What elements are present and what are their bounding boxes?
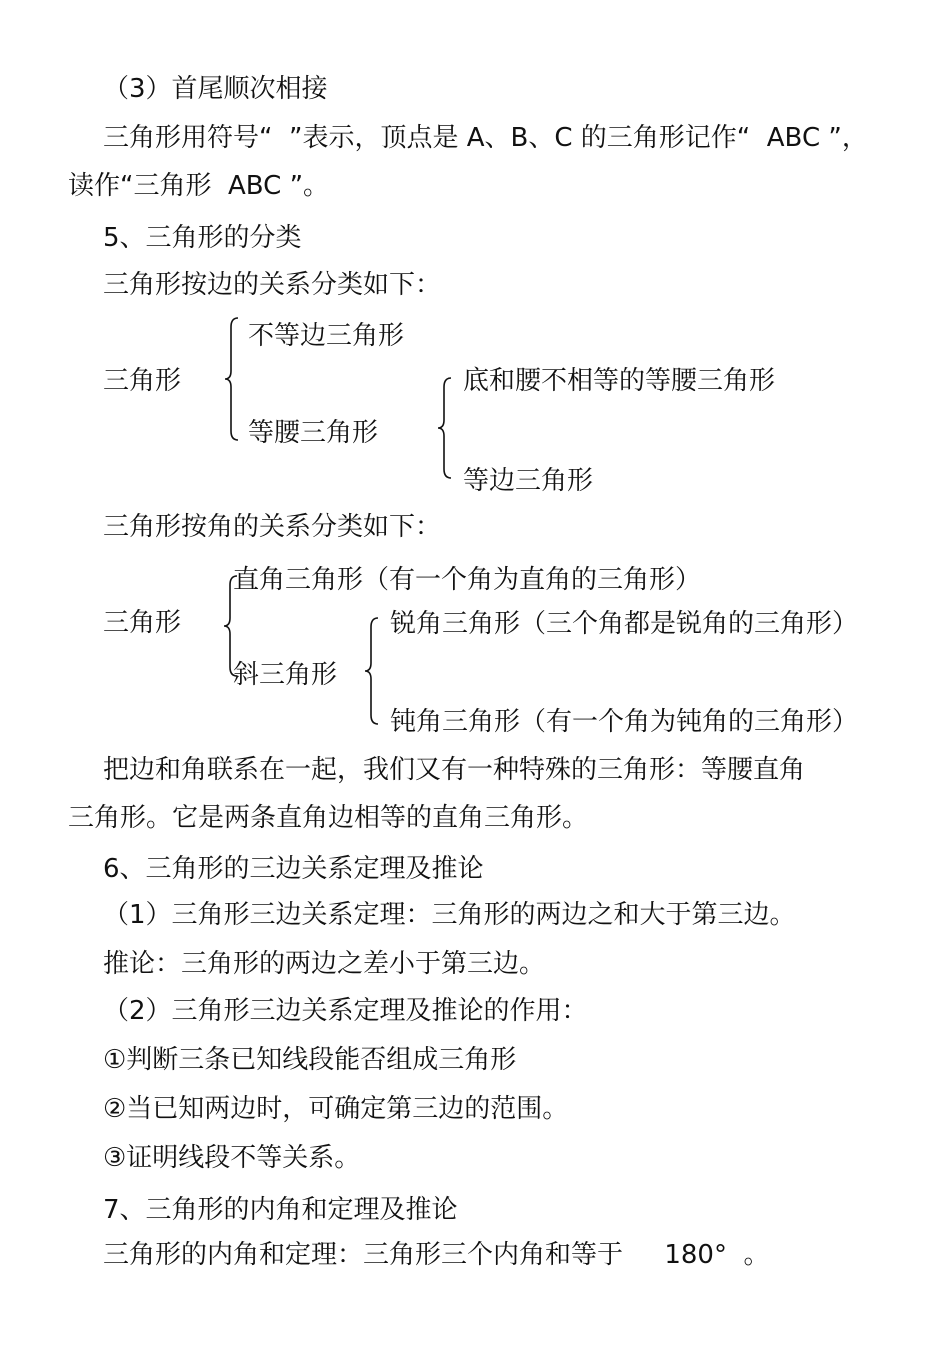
triangle-inequality-theorem: （1）三角形三边关系定理：三角形的两边之和大于第三边。 bbox=[103, 900, 796, 930]
theorem-uses-heading: （2）三角形三边关系定理及推论的作用： bbox=[103, 996, 588, 1026]
angle-sum-theorem: 三角形的内角和定理：三角形三个内角和等于 180° 。 bbox=[103, 1240, 770, 1270]
obtuse-triangle-label: 钝角三角形（有一个角为钝角的三角形） bbox=[390, 707, 859, 737]
by-side-intro: 三角形按边的关系分类如下： bbox=[103, 270, 442, 300]
side-brace-level-2 bbox=[435, 375, 455, 481]
angle-brace-level-2 bbox=[362, 615, 382, 727]
notation-paragraph-line-1: 三角形用符号“ ”表示，顶点是 A、B、C 的三角形记作“ ABC ”， bbox=[103, 123, 868, 153]
oblique-triangle-label: 斜三角形 bbox=[233, 660, 338, 690]
angle-tree-root: 三角形 bbox=[103, 608, 182, 638]
section-7-heading: 7、三角形的内角和定理及推论 bbox=[103, 1195, 458, 1225]
isosceles-right-paragraph-line-1: 把边和角联系在一起，我们又有一种特殊的三角形：等腰直角 bbox=[103, 755, 806, 785]
isosceles-right-paragraph-line-2: 三角形。它是两条直角边相等的直角三角形。 bbox=[68, 803, 589, 833]
scalene-triangle-label: 不等边三角形 bbox=[248, 321, 405, 351]
isosceles-triangle-label: 等腰三角形 bbox=[248, 418, 379, 448]
side-brace-level-1 bbox=[222, 315, 242, 443]
by-angle-intro: 三角形按角的关系分类如下： bbox=[103, 512, 442, 542]
notation-paragraph-line-2: 读作“三角形 ABC ”。 bbox=[68, 171, 330, 201]
use-item-3: ③证明线段不等关系。 bbox=[103, 1143, 361, 1173]
equilateral-triangle-label: 等边三角形 bbox=[463, 466, 594, 496]
item-3-head-to-tail: （3）首尾顺次相接 bbox=[103, 74, 328, 104]
use-item-1: ①判断三条已知线段能否组成三角形 bbox=[103, 1045, 517, 1075]
section-5-heading: 5、三角形的分类 bbox=[103, 223, 302, 253]
triangle-inequality-corollary: 推论：三角形的两边之差小于第三边。 bbox=[103, 949, 546, 979]
side-tree-root: 三角形 bbox=[103, 366, 182, 396]
use-item-2: ②当已知两边时，可确定第三边的范围。 bbox=[103, 1094, 569, 1124]
right-triangle-label: 直角三角形（有一个角为直角的三角形） bbox=[233, 565, 702, 595]
non-equilateral-isosceles-label: 底和腰不相等的等腰三角形 bbox=[463, 366, 776, 396]
acute-triangle-label: 锐角三角形（三个角都是锐角的三角形） bbox=[390, 609, 859, 639]
section-6-heading: 6、三角形的三边关系定理及推论 bbox=[103, 854, 484, 884]
